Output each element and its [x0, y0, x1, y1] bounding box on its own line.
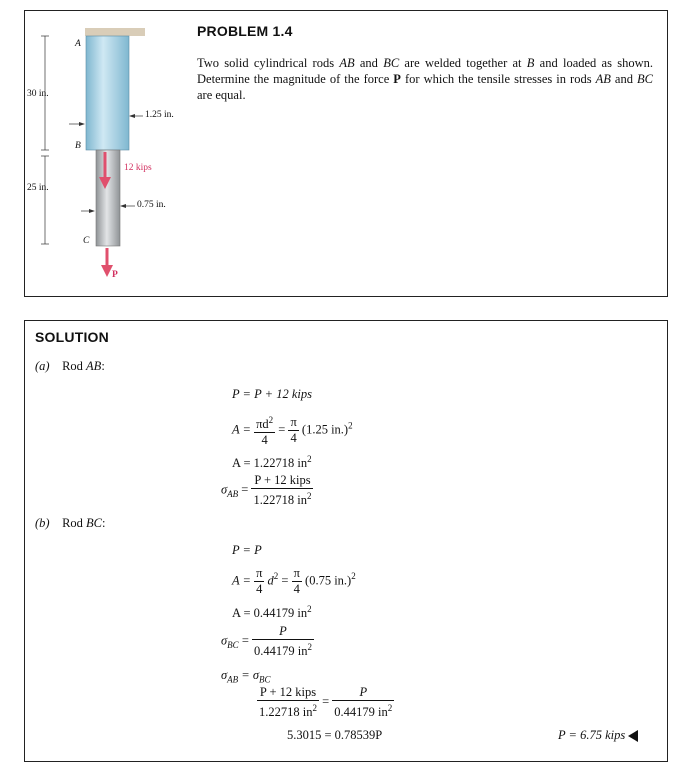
eq-b5: $\sigma_{AB} = \sigma_{BC}$	[221, 668, 271, 685]
rod-figure	[25, 11, 195, 296]
load-b-label: 12 kips	[124, 163, 152, 173]
dia-bc-label: 0.75 in.	[137, 200, 166, 210]
eq-b6: $\frac{\text{P + 12 kips}}{1.22718 in^2}$ = $\frac{P}{0.44179 in^2}$	[259, 685, 393, 720]
rod-figure-svg	[25, 11, 195, 296]
eq-a2: A = $\frac{\pi d^2}{4}$ = $\frac{\pi}{4}$ (1.25 in.)$^2$	[232, 415, 353, 448]
problem-statement: Two solid cylindrical rods AB and BC are welded together at B and loaded as shown. Determine the magnitude of the force P for which the tensile stresses in rods AB and BC are equal.	[197, 56, 653, 102]
rod-bc	[96, 150, 120, 246]
point-a-label: A	[75, 39, 81, 49]
point-b-label: B	[75, 141, 81, 151]
part-a-label: (a) Rod AB:	[35, 359, 105, 373]
eq-a3: A = 1.22718 $in^2$	[232, 454, 312, 471]
solution-title: SOLUTION	[35, 329, 109, 345]
eq-a4: $\sigma_{AB}$ = $\frac{\text{P + 12 kips}}{1.22718 in^2}$	[221, 473, 312, 508]
dim-bc-label: 25 in.	[27, 183, 49, 193]
solution-box	[24, 320, 668, 762]
eq-b2: A = $\frac{\pi}{4}$ $d^2$ = $\frac{\pi}{4}$ (0.75 in.)$^2$	[232, 566, 356, 596]
part-b-label: (b) Rod BC:	[35, 516, 106, 530]
final-answer: P = 6.75 kips	[558, 728, 638, 743]
eq-b4: $\sigma_{BC}$ = $\frac{P}{0.44179 in^2}$	[221, 624, 312, 659]
dia-ab-label: 1.25 in.	[145, 110, 174, 120]
answer-marker-icon	[628, 730, 638, 742]
eq-b3: A = 0.44179 $in^2$	[232, 604, 312, 621]
eq-b7: 5.3015 = 0.78539P	[287, 728, 383, 742]
load-c-label: P	[112, 270, 118, 280]
eq-b1: P = P	[232, 543, 262, 557]
point-c-label: C	[83, 236, 90, 246]
dim-ab-label: 30 in.	[27, 89, 49, 99]
rod-ab	[86, 36, 129, 150]
problem-box	[24, 10, 668, 297]
fixed-support	[85, 28, 145, 36]
eq-a1: P = P + 12 kips	[232, 387, 312, 401]
problem-title: PROBLEM 1.4	[197, 23, 293, 39]
